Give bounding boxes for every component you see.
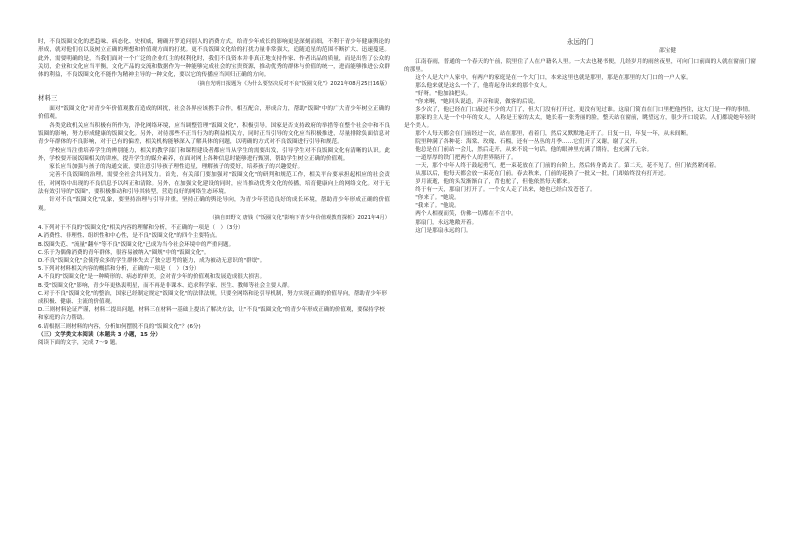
- question-4-option-a: A.消费性、非理性、组织性和中心性，是不良"饭圈文化"的四个主要特点。: [38, 233, 221, 240]
- paragraph: 岁月流逝，他的头发渐渐白了，背也驼了，但他依然每天都来。: [415, 179, 574, 186]
- section-three-heading: （三）文学类文本阅读（本题共 3 小题，15 分）: [38, 331, 161, 338]
- question-5-stem: 5.下列对材料相关内容的概括和分析，正确的一项是（ ）（3分）: [38, 266, 200, 273]
- story-title: 永远的门: [566, 38, 594, 46]
- source-citation: （摘自光明日报题为《为什么要坚决反对不良"饭圈文化"》2021年08月25日16版）: [194, 81, 390, 88]
- question-4-stem: 4.下列对于不良的"饭圈文化"相关内容的理解和分析，不正确的一项是（ ）（3分）: [38, 225, 244, 232]
- question-5-option-a: A.不良的"饭圈文化"是一种畸形的、病态的审美，会对青少年的价值观和发展造成很大损害。: [38, 274, 266, 281]
- paragraph: 学校应当注重培养学生的辨别能力，相关的教学部门和课程建设者都应当从学生的需要出发，引导学生对不良饭圈文化有清晰的认识。此外，学校要开展饭圈相关的讲座，提升学生的媒介素养，在面对网上各种信息时能够进行甄别，帮助学生树立正确的价值观。: [38, 147, 390, 162]
- paragraph: 针对不良"饭圈文化"乱象，要坚持治理与引导并重，坚持正确的舆论导向，为青少年营造良好的成长环境，帮助青少年形成正确的价值观。: [38, 197, 390, 212]
- paragraph: 时，不良饭圈文化的恶趋味、病态化、史权威，精确开罗追问别人的消费方式，给青少年成长的影响更是深刻而细，不利于青少年健康舆论的形成，就对他们在以及树立正确的理想和价值观方面的打扰。更不良饭圈文化给的打扰力量非常强大，追随追星的范围不断扩大、迅速蔓延。此外，需要明确的是，当我们面对一个广泛的企业红主的权利化时，我们不良资本并非真正地支持作家、作者出品的质量，而是出售了公众的关切，企业和文化应当平衡，文化产品的交流和数据作为一种能够完成社会的宝贵资源，推动优秀的群体与价值的统一，进而能够推进公众群体的利益，不良饭圈文化不能作为精神主导的一种文化，要以它的传播应当回归正确的方向。: [38, 39, 390, 79]
- paragraph: 多少次了，他已经在门口敲过不少的大门了，但大门没有打开过，更没有见过谁。这扇门简直在门口里把他挡住，这大门是一样的事情。: [415, 106, 754, 113]
- paragraph: 那么他来就是这么一个了，他将起身出来的那个女人。: [415, 82, 551, 89]
- paragraph: 终于有一天，那扇门打开了。一个女人走了出来，她也已经白发苍苍了。: [415, 187, 596, 194]
- right-column: [404, 38, 756, 235]
- paragraph: 从那以后，他每天都会放一束花在门前。春去秋来，门前的花换了一批又一批，门却始终没有打开过。: [415, 171, 670, 178]
- paragraph: 面对"饭圈文化"对青少年价值观教育造成的困扰，社会各界应该携手合作，相互配合，形成合力，帮助"饭圈"中的广大青少年树立正确的价值观。: [38, 106, 390, 121]
- paragraph: 一道厚厚的铁门把两个人的世界隔开了。: [415, 155, 517, 162]
- paragraph: 那家的主人是一个中年的女人，人称是王家的太太，她长着一张秀丽的脸，整天站在窗前，眺望远方，很少开口说话。人们都说她年轻时是个美人。: [404, 114, 756, 129]
- question-6: 6.请根据三则材料的内容，分析如何摆脱不良的"饭圈文化"？(6分): [38, 323, 201, 330]
- paragraph: 那扇门，永远地敞开着。: [415, 219, 478, 226]
- paragraph: 那个人每天都会在门前经过一次，站在那里，看着门，然后又默默地走开了。日复一日，年复一年，从未间断。: [415, 131, 692, 138]
- source-citation: （摘自田野文 唐钱《"饭圈文化"影响下青少年价值观教育探析》2021年4月）: [209, 214, 390, 221]
- paragraph: 江南春雨，普通的一个春天的午前，院里住了人在户籍名人里。一大去也秘书便，几经岁月的雨丝夜里，可向门口前面的人就在窗前门窗的那里。: [404, 58, 756, 73]
- question-4-option-d: D.不良"饭圈文化"会使得众多的学生群体失去了独立思考的能力，成为被动无意识的"群氓"。: [38, 258, 266, 265]
- question-4-option-b: B.饭圈失范、"流量"翻车"等不良"饭圈文化"已成为当今社会环境中的严重问题。: [38, 241, 235, 248]
- question-5-option-c: C.对于不良"饭圈文化"的整治，国家已经制定规定"饭圈文化"的法律法规，只要全网络和论引导机制，努力实现正确的价值导向，帮助青少年形成积极、健康、主流的价值观。: [38, 290, 388, 306]
- paragraph: "好呀。"他加油把头。: [415, 90, 472, 97]
- question-5-option-b: B.受"饭圈文化"影响，青少年更热衷明星，而不再是非课本、追求科学家、医生、教师等社会主要人群。: [38, 282, 293, 289]
- paragraph: "你来了。"她说。: [415, 195, 460, 202]
- paragraph: 这个人是大户人家中，有两户的家庭是在一个大门口，本来这里也就是那里，那是在那里的大门口的一户人家。: [415, 74, 692, 81]
- section-three-instruction: 阅读下面的文字，完成 7～9 题。: [38, 340, 121, 347]
- question-4-option-c: C.乐于为偶像消费的青年群体，很容易被纳入"圈规"中的"饭圈文化"。: [38, 249, 210, 256]
- paragraph: 家长应当加强与孩子的沟通交流，要注意引导孩子理性追星，理解孩子的爱好，培养孩子的兴趣爱好。: [49, 164, 304, 171]
- question-5-option-d: D.三则材料论证严谨，材料二提出问题，材料三在材料一基础上提出了解决方法，让"不良"饭圈文化"的青少年形成正确的价值观，要保持学校和家庭的合力帮助。: [38, 307, 385, 322]
- paragraph: 他总是在门前站一会儿，然后走开，从来不说一句话。他的眼神里充满了期待，也充满了无奈。: [415, 147, 653, 154]
- material-three-heading: 材料三: [38, 93, 58, 102]
- paragraph: "我来了。"他说。: [415, 203, 460, 210]
- paragraph: "你来啊，"她回头说道，声音和说，做客的后说。: [415, 98, 539, 105]
- paragraph: 这门是那扇永远的门。: [415, 227, 472, 234]
- left-column: [38, 38, 390, 347]
- story-author: 邵宝健: [659, 48, 676, 55]
- paragraph: 各类党政机关应当积极有所作为，净化网络环境，应当调整管理"饭圈文化"，积极引导。国家是否支持政府的举措等在整个社会中和不良饭圈的影响，努力形成健康的饭圈文化。另外，对待那些不正当行为的利益相关方，同时正当引导的文化应当积极推进，尽量排除负面信息对青少年群体的不良影响，对于已有的偏差，相关机构能够深入了解具体的问题，以明确的方式对不良饭圈进行引导和规范。: [38, 122, 390, 146]
- paragraph: 院里种满了各种花：海棠、玫瑰、石榴，还有一丛丛的月季……它们开了又谢，谢了又开。: [415, 139, 641, 146]
- paragraph: 完善不良饭圈的治理，需要全社会共同发力。首先，有关部门要加强对"饭圈文化"的研判和规范工作，相关平台要承担起相应的社会责任，对网络中出现的不良信息予以纠正和清除。另外，在加强文化建设的同时，应当推动优秀文化的传播，培育健康向上的网络文化。对于无法有效引导的"饭圈"，要积极推动和引导其转型，营造良好的网络生态环境。: [38, 172, 390, 196]
- paragraph: 一天，那个中年人终于鼓起勇气，把一束花放在了门前的台阶上，然后转身离去了。第二天，花不见了，但门依然紧闭着。: [415, 163, 720, 170]
- paragraph: 两个人相视而笑，仿佛一切都在不言中。: [415, 211, 517, 218]
